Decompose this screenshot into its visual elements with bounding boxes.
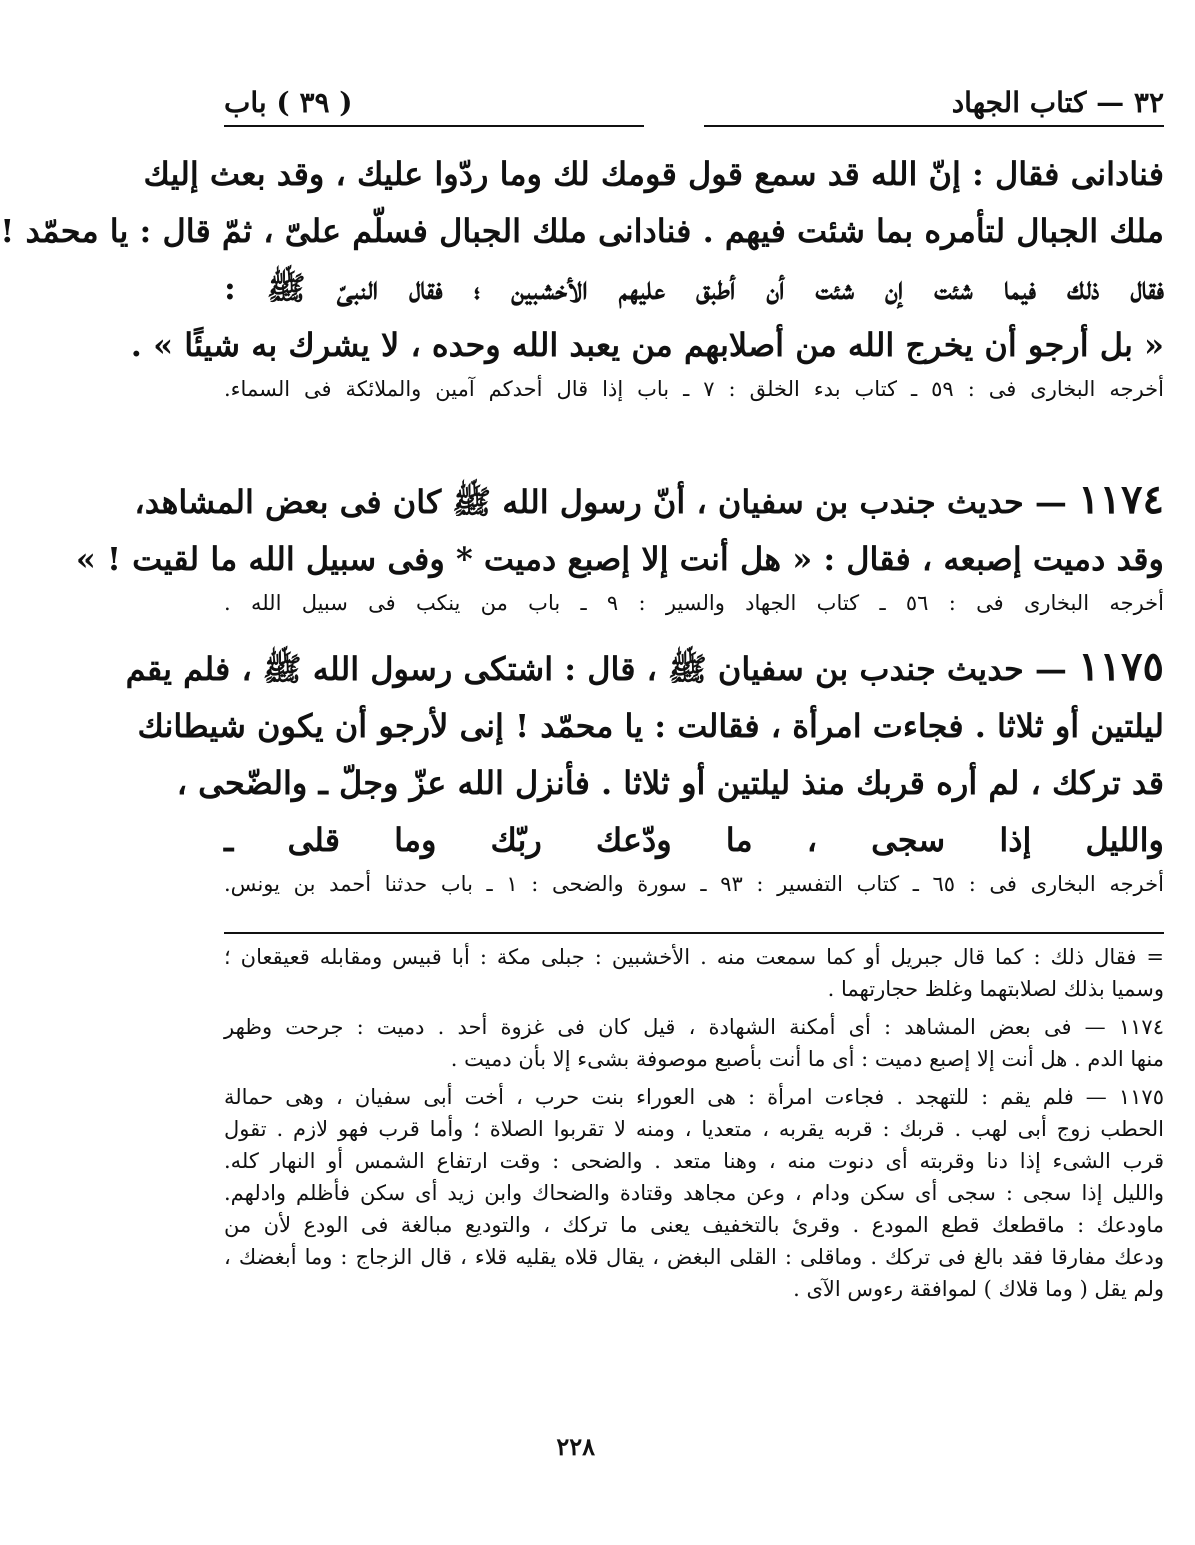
text-line: ليلتين أو ثلاثا . فجاءت امرأة ، فقالت : يا محمّد ! إنى لأرجو أن يكون شيطانك <box>137 707 1164 745</box>
text-line: قد تركك ، لم أره قربك منذ ليلتين أو ثلاثا . فأنزل الله عزّ وجلّ ـ والضّحى ، <box>176 764 1164 802</box>
section-title-text: ( ٣٩ ) باب <box>224 86 353 119</box>
note-line: ماودعك : ماقطعك قطع المودع . وقرئ بالتخفيف يعنى ما تركك ، والتوديع مبالغة فى الودع لأن من <box>224 1213 1164 1237</box>
note-line: وسميا بذلك لصلابتهما وغلظ حجارتهما . <box>827 977 1164 1001</box>
footnotes <box>224 941 1164 1305</box>
hadith-number: ١١٧٤ <box>1078 476 1164 523</box>
footnote-separator <box>224 932 1164 934</box>
footnote <box>224 941 1164 1005</box>
note-line: ودعك مفارقا فقد بالغ فى تركك . وماقلى : القلى البغض ، يقال قلاه يقليه قلاء ، قال الزجاج : وما أبغضك ، <box>224 1245 1164 1269</box>
note-line: ١١٧٤ — فى بعض المشاهد : أى أمكنة الشهادة ، قيل كان فى غزوة أحد . دميت : جرحت وظهر <box>224 1015 1164 1039</box>
chapter-title: ٣٢ — كتاب الجهاد <box>704 86 1164 127</box>
section-title <box>224 86 644 127</box>
running-header <box>224 86 1164 134</box>
text-line: والليل إذا سجى ، ما ودّعك ربّك وما قلى ـ <box>224 821 1164 859</box>
hadith-first-line <box>134 471 1164 531</box>
page <box>0 86 1164 1301</box>
hadith-number: ١١٧٥ <box>1078 643 1164 690</box>
text-line: ملك الجبال لتأمره بما شئت فيهم . فنادانى ملك الجبال فسلّم علىّ ، ثمّ قال : يا محمّد ! <box>0 212 1164 250</box>
text-line: « بل أرجو أن يخرج الله من أصلابهم من يعبد الله وحده ، لا يشرك به شيئًا » . <box>130 326 1164 364</box>
note-line: الحطب زوج أبى لهب . قربك : قربه يقربه ، متعديا ، ومنه لا تقربوا الصلاة ؛ وأما قرب فهو لازم . تقول <box>224 1117 1164 1141</box>
source-reference: أخرجه البخارى فى : ٥٦ ـ كتاب الجهاد والسير : ٩ ـ باب من ينكب فى سبيل الله . <box>224 591 1164 615</box>
footnote <box>224 1011 1164 1075</box>
hadith-1175 <box>125 638 1164 905</box>
note-line: ١١٧٥ — فلم يقم : للتهجد . فجاءت امرأة : هى العوراء بنت حرب ، أخت أبى سفيان ، وهى حمالة <box>224 1085 1164 1109</box>
continued-hadith-text <box>0 146 1164 410</box>
source-reference: أخرجه البخارى فى : ٥٩ ـ كتاب بدء الخلق : ٧ ـ باب إذا قال أحدكم آمين والملائكة فى السماء. <box>224 377 1164 401</box>
text-line: فقال ذلك فيما شئت إن شئت أن أطبق عليهم الأخشبين ؛ فقال النبىّ ﷺ : <box>224 269 1164 307</box>
text-line: — حديث جندب بن سفيان ، أنّ رسول الله ﷺ كان فى بعض المشاهد، <box>134 483 1067 521</box>
hadith-first-line <box>125 638 1164 698</box>
text-line: وقد دميت إصبعه ، فقال : « هل أنت إلا إصبع دميت * وفى سبيل الله ما لقيت ! » <box>75 540 1164 578</box>
text-line: — حديث جندب بن سفيان ﷺ ، قال : اشتكى رسول الله ﷺ ، فلم يقم <box>125 650 1067 688</box>
note-line: والليل إذا سجى : سجى أى سكن ودام ، وعن مجاهد وقتادة والضحاك وابن زيد أى سكن فأظلم وادلهم. <box>224 1181 1164 1205</box>
note-line: = فقال ذلك : كما قال جبريل أو كما سمعت منه . الأخشبين : جبلى مكة : أبا قبيس ومقابله قعيقعان ؛ <box>224 945 1164 969</box>
text-line: فنادانى فقال : إنّ الله قد سمع قول قومك لك وما ردّوا عليك ، وقد بعث إليك <box>143 155 1164 193</box>
hadith-1174 <box>75 471 1164 624</box>
note-line: منها الدم . هل أنت إلا إصبع دميت : أى ما أنت بأصبع موصوفة بشىء إلا بأن دميت . <box>450 1047 1164 1071</box>
footnote <box>224 1081 1164 1305</box>
source-reference: أخرجه البخارى فى : ٦٥ ـ كتاب التفسير : ٩٣ ـ سورة والضحى : ١ ـ باب حدثنا أحمد بن يونس. <box>224 872 1164 896</box>
note-line: ولم يقل ( وما قلاك ) لموافقة رءوس الآى . <box>793 1277 1164 1301</box>
note-line: قرب الشىء إذا دنا وقربته أى دنوت منه ، وهنا متعد . والضحى : وقت ارتفاع الشمس أو النهار كله. <box>224 1149 1164 1173</box>
page-number: ٢٢٨ <box>556 1432 595 1461</box>
